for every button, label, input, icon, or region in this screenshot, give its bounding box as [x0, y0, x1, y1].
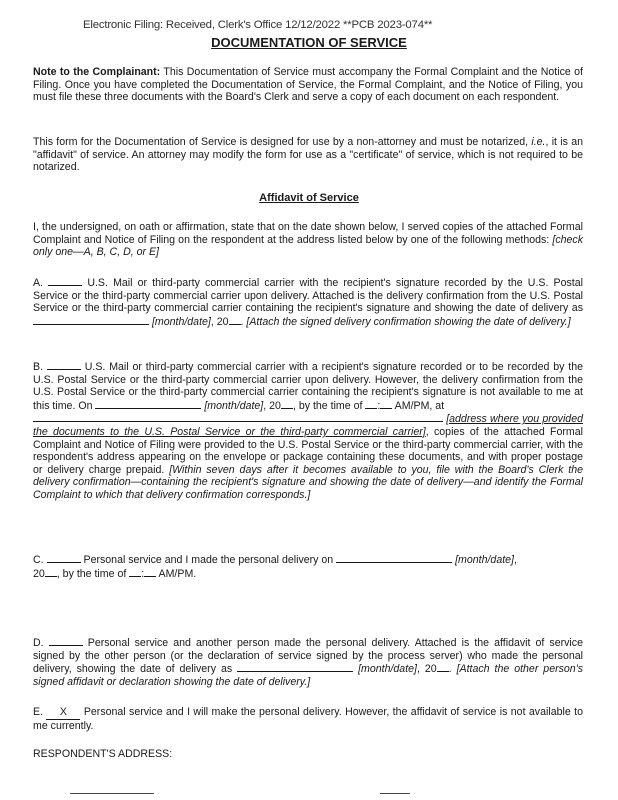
option-d-check[interactable]: [49, 636, 83, 646]
option-b-address-field[interactable]: [33, 412, 443, 422]
option-c-hour-field[interactable]: [129, 567, 141, 577]
affidavit-paragraph: [33, 221, 583, 259]
option-a-year-field[interactable]: [229, 315, 241, 325]
option-d: D. Personal service and another person made the personal delivery. Attached is the affidavit of service signed by the other person (or the declaration of service signed by the process server) who made the personal delivery, showing the date of delivery as [month/date], 20 . [Attach the other person's signed affidavit or declaration showing the date of delivery.]: [33, 637, 584, 688]
option-e-letter: E.: [33, 706, 44, 718]
intro-ie: i.e.: [531, 136, 546, 148]
option-c-month-date: [month/date]: [455, 554, 514, 566]
option-a-month-date: [month/date]: [151, 315, 211, 328]
option-c-minute-field[interactable]: [144, 567, 156, 577]
option-b: B. U.S. Mail or third-party commercial carrier with a recipient's signature recorded or to be recorded by the U.S. Postal Service or the third-party commercial carrier upon delivery. However, the delivery confirmation from the U.S. Postal Service or the third-party commercial carrier containing the recipient's signature is not available to me at this time. On [month/date], 20 , by the time of : AM/PM, at [address where you provided the documents to the U.S. Postal Service or the third-party commercial carrier], copies of the attached Formal Complaint and Notice of Filing were provided to the U.S. Postal Service or the third-party commercial carrier, with the respondent's address appearing on the envelope or package containing these documents, and with proper postage or delivery charge prepaid. [Within seven days after it becomes available to you, file with the Board's Clerk the delivery confirmation—containing the recipient's signature and showing the date of delivery—and identify the Formal Complaint to which that delivery confirmation corresponds.]: [33, 361, 584, 501]
option-a-check[interactable]: [48, 276, 82, 286]
option-b-minute-field[interactable]: [380, 399, 392, 409]
option-d-year-label: , 20: [416, 663, 437, 676]
option-e: [33, 706, 583, 732]
respondent-address-label: RESPONDENT'S ADDRESS:: [33, 748, 173, 760]
option-b-text: U.S. Mail or third-party commercial carrier with a recipient's signature recorded or to be recorded by the U.S. Postal Service or the third-party commercial carrier upon delivery. However, the delivery confirmation from the U.S. Postal Service or the third-party commercial carrier containing the recipient's signature is not available to me at this time. On: [33, 361, 583, 412]
option-b-ampm: AM/PM, at: [392, 399, 445, 412]
option-b-month-date: [month/date]: [204, 399, 264, 412]
option-b-letter: B.: [33, 361, 44, 373]
option-b-check[interactable]: [47, 360, 81, 370]
option-d-instruction: [Attach the other person's signed affidavit or declaration showing the date of delivery.]: [33, 663, 584, 688]
cut-off-line-left: [70, 793, 154, 794]
filing-stamp: Electronic Filing: Received, Clerk's Office 12/12/2022 **PCB 2023-074**: [83, 19, 433, 31]
option-b-instruction: [Within seven days after it becomes available to you, file with the Board's Clerk the delivery confirmation—containing the recipient's signature and showing the date of delivery—and identify the Formal Complaint to which that delivery confirmation corresponds.]: [33, 463, 584, 501]
option-c-check[interactable]: [47, 553, 81, 563]
option-a-year-label: , 20: [210, 315, 229, 328]
note-text: This Documentation of Service must accompany the Formal Complaint and the Notice of Filing. Once you have completed the Documentation of Service, the Formal Complaint, and the Notice of Filing, you must file these three documents with the Board's Clerk and serve a copy of each document on each respondent.: [33, 66, 583, 104]
cut-off-line-right: [380, 793, 410, 794]
intro-paragraph: [33, 136, 583, 174]
note-paragraph: [33, 66, 583, 104]
option-d-date-field[interactable]: [237, 662, 353, 672]
affidavit-text: I, the undersigned, on oath or affirmation, state that on the date shown below, I served copies of the attached Formal Complaint and Notice of Filing on the respondent at the address listed below by one of the following methods:: [33, 221, 583, 246]
affidavit-heading: Affidavit of Service: [259, 192, 359, 204]
option-c-year-field[interactable]: [45, 567, 57, 577]
option-a-letter: A.: [33, 277, 44, 289]
option-c-year-label: 20: [33, 567, 45, 580]
option-c: C. Personal service and I made the personal delivery on [month/date], 20 , by the time of : AM/PM.: [33, 554, 517, 580]
option-d-text: Personal service and another person made the personal delivery. Attached is the affidavit of service signed by the other person (or the declaration of service signed by the process server) who made the personal delivery, showing the date of delivery as: [33, 637, 583, 676]
option-d-month-date: [month/date]: [358, 663, 417, 676]
intro-text-1: This form for the Documentation of Service is designed for use by a non-attorney and must be notarized,: [33, 136, 532, 148]
option-b-year-field[interactable]: [281, 399, 293, 409]
option-c-ampm: AM/PM.: [156, 567, 197, 580]
option-a-date-field[interactable]: [33, 315, 149, 325]
option-c-date-field[interactable]: [336, 553, 452, 563]
affidavit-choice-note: [check only one—A, B, C, D, or E]: [33, 233, 583, 259]
option-c-text: Personal service and I made the personal delivery on: [83, 554, 337, 566]
option-d-letter: D.: [33, 637, 44, 649]
option-e-text: Personal service and I will make the personal delivery. However, the affidavit of service is not available to me currently.: [33, 706, 583, 732]
option-b-address-note: [address where you provided the documents to the U.S. Postal Service or the third-party commercial carrier]: [33, 413, 583, 438]
intro-text-2: , it is an "affidavit" of service. An attorney may modify the form for use as a "certificate" of service, which is not required to be notarized.: [33, 136, 583, 174]
option-a-text: U.S. Mail or third-party commercial carrier with the recipient's signature recorded by the U.S. Postal Service or the third-party commercial carrier upon delivery. Attached is the delivery confirmation from the U.S. Postal Service or the third-party commercial carrier containing the recipient's signature and showing the date of delivery as: [33, 277, 583, 315]
option-a: A. U.S. Mail or third-party commercial carrier with the recipient's signature recorded by the U.S. Postal Service or the third-party commercial carrier upon delivery. Attached is the delivery confirmation from the U.S. Postal Service or the third-party commercial carrier containing the recipient's signature and showing the date of delivery as [month/date], 20 . [Attach the signed delivery confirmation showing the date of delivery.]: [33, 277, 583, 328]
note-label: Note to the Complainant:: [33, 66, 161, 78]
page-title: DOCUMENTATION OF SERVICE: [211, 35, 407, 50]
option-d-year-field[interactable]: [437, 662, 449, 672]
option-b-date-field[interactable]: [95, 399, 201, 409]
option-a-instruction: [Attach the signed delivery confirmation showing the date of delivery.]: [246, 315, 571, 328]
option-c-letter: C.: [33, 554, 44, 566]
option-b-year-label: , 20: [263, 399, 281, 412]
option-b-text-2: , copies of the attached Formal Complaint and Notice of Filing were provided to the U.S. Postal Service or the third-party commercial carrier, with the respondent's address appearing on the envelope or package containing these documents, and with proper postage or delivery charge prepaid.: [33, 425, 583, 476]
option-b-hour-field[interactable]: [365, 399, 377, 409]
option-e-check[interactable]: X: [46, 706, 80, 720]
option-b-time-label: , by the time of: [292, 399, 366, 412]
option-c-time-label: , by the time of: [56, 567, 130, 580]
